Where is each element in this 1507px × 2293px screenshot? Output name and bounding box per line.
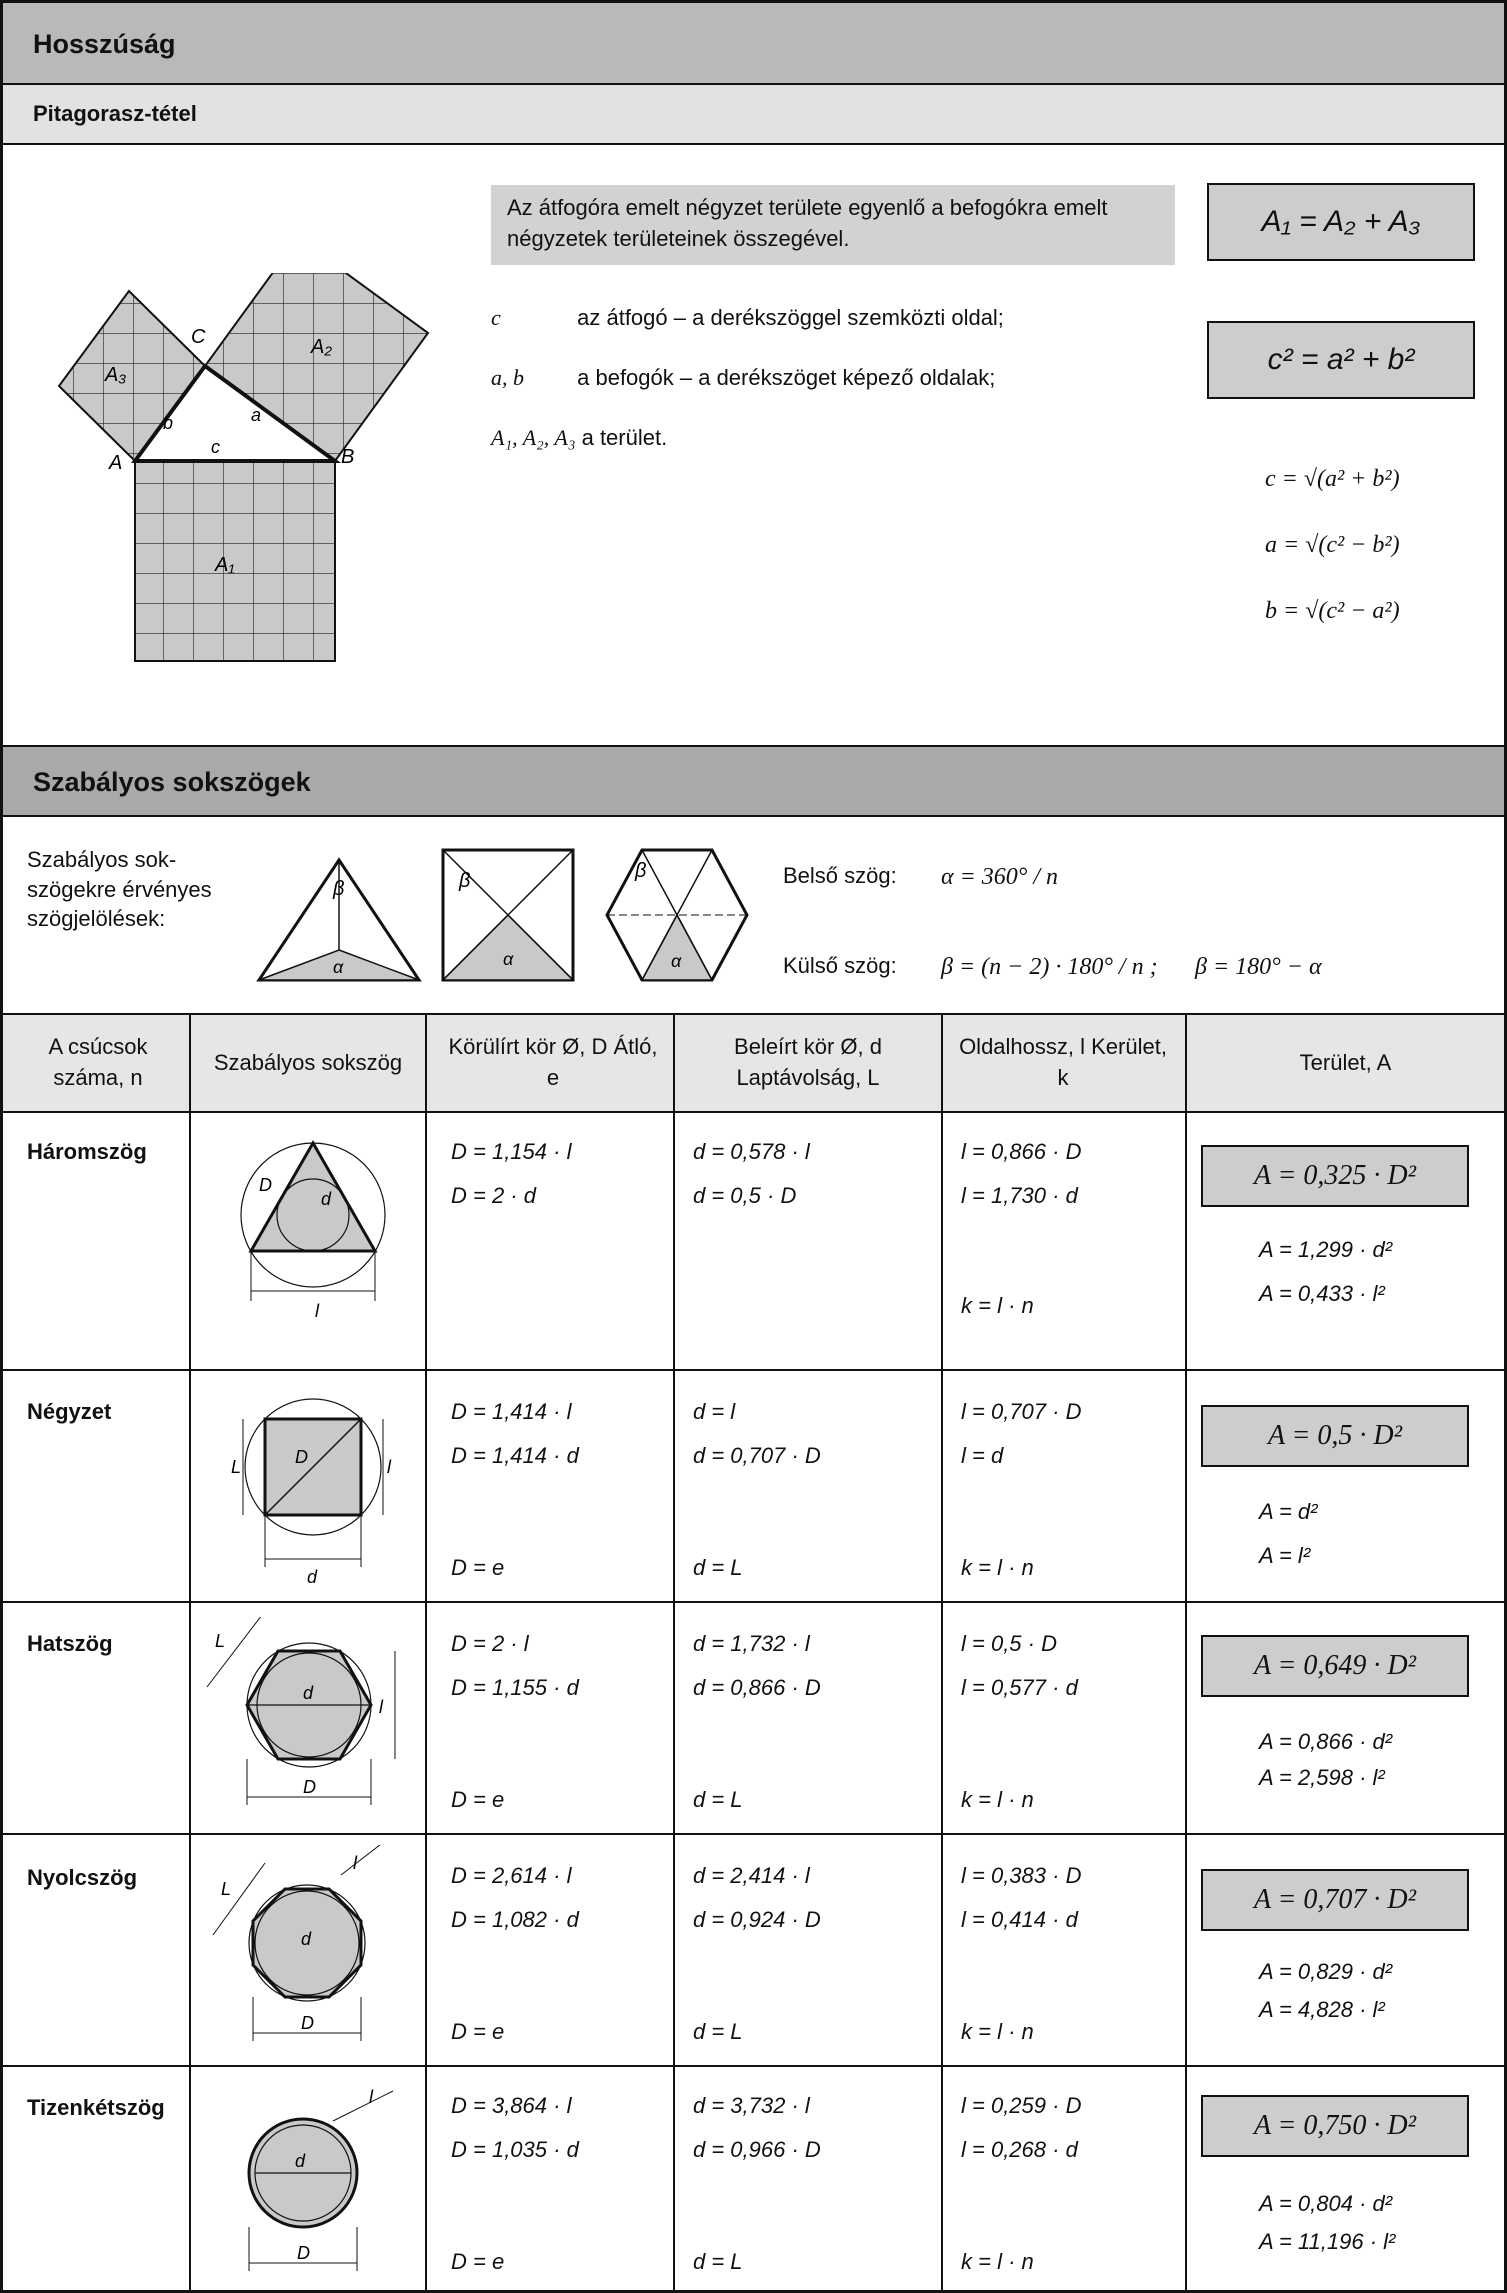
r1-area-2: A = 1,299 · d² (1259, 1237, 1393, 1262)
r5-k: k = l · n (961, 2249, 1034, 2274)
r5-D1: D = 3,864 · l (451, 2093, 572, 2118)
def-c (491, 303, 1004, 333)
hexagon-beta: β (635, 860, 647, 882)
header-inscr: Beleírt kör Ø, d Laptávolság, L (734, 1034, 882, 1090)
square-a1 (135, 461, 335, 661)
r4-D3: D = e (451, 2019, 505, 2044)
r4-area-3: A = 4,828 · l² (1259, 1997, 1385, 2022)
triangle-beta: β (333, 878, 345, 900)
r3-l1: l = 0,5 · D (961, 1631, 1057, 1656)
vertex-a-label: A (109, 452, 123, 474)
r3-D3: D = e (451, 1787, 505, 1812)
row-line-1 (3, 1369, 1504, 1371)
r3-area-main: A = 0,649 · D² (1201, 1635, 1469, 1697)
col-line-1 (189, 1013, 191, 2293)
vertex-b-label: B (341, 446, 355, 468)
area-a1-label: A₁ (215, 554, 235, 576)
octagon-figure (203, 1845, 423, 2045)
formula-pythagoras-text: c² = a² + b² (1267, 343, 1415, 376)
r2-d1: d = l (693, 1399, 736, 1424)
hexagon-fig-L: L (215, 1631, 226, 1651)
r3-D1: D = 2 · l (451, 1631, 529, 1656)
def-area-symbol: A₁, A₂, A₃ (491, 425, 576, 450)
side-a-label: a (251, 405, 262, 425)
col-line-5 (1185, 1013, 1187, 2293)
r2-area-3: A = l² (1259, 1543, 1311, 1568)
r1-d1: d = 0,578 · l (693, 1139, 810, 1164)
def-c-symbol: c (491, 305, 501, 330)
r5-d2: d = 0,966 · D (693, 2137, 821, 2162)
r5-area-2: A = 0,804 · d² (1259, 2191, 1393, 2216)
r4-D1: D = 2,614 · l (451, 1863, 572, 1888)
header-bottom-line (3, 1111, 1504, 1113)
pythagoras-figure (43, 273, 443, 673)
hexagon-fig-d: d (303, 1683, 314, 1703)
r3-k: k = l · n (961, 1787, 1034, 1812)
r5-d1: d = 3,732 · l (693, 2093, 810, 2118)
angle-intro: Szabályos sok-szögekre érvényes szögjelölések: (27, 847, 212, 932)
col-line-2 (425, 1013, 427, 2293)
r2-D3: D = e (451, 1555, 505, 1580)
r4-d2: d = 0,924 · D (693, 1907, 821, 1932)
def-area (491, 423, 667, 453)
r3-l2: l = 0,577 · d (961, 1675, 1078, 1700)
section-subtitle: Pitagorasz-tétel (33, 101, 197, 126)
dodecagon-fig-D: D (297, 2243, 310, 2263)
r2-area-main: A = 0,5 · D² (1201, 1405, 1469, 1467)
r2-l2: l = d (961, 1443, 1004, 1468)
r2-area-2: A = d² (1259, 1499, 1318, 1524)
header-side: Oldalhossz, l Kerület, k (959, 1034, 1167, 1090)
hexagon-figure (199, 1617, 419, 1817)
triangle-fig-l: l (315, 1301, 319, 1321)
r4-d1: d = 2,414 · l (693, 1863, 810, 1888)
r4-area-main: A = 0,707 · D² (1201, 1869, 1469, 1931)
formula-a: a = √(c² − b²) (1265, 532, 1400, 558)
square-fig-L: L (231, 1457, 242, 1477)
formula-c: c = √(a² + b²) (1265, 466, 1400, 492)
r2-d2: d = 0,707 · D (693, 1443, 821, 1468)
header-area: Terület, A (1299, 1049, 1392, 1075)
page-title: Hosszúság (33, 29, 176, 59)
r1-l2: l = 1,730 · d (961, 1183, 1078, 1208)
r5-d3: d = L (693, 2249, 743, 2274)
inner-angle-label: Belső szög: (783, 863, 897, 888)
triangle-figure (233, 1131, 393, 1341)
r4-k: k = l · n (961, 2019, 1034, 2044)
row-name-square: Négyzet (27, 1399, 112, 1424)
r2-D2: D = 1,414 · d (451, 1443, 579, 1468)
r5-area-main: A = 0,750 · D² (1201, 2095, 1469, 2157)
col-line-4 (941, 1013, 943, 2293)
def-ab-text: a befogók – a derékszöget képező oldalak; (577, 365, 996, 390)
r5-D2: D = 1,035 · d (451, 2137, 579, 2162)
row-line-2 (3, 1601, 1504, 1603)
angle-figures (239, 835, 769, 995)
r1-k: k = l · n (961, 1293, 1034, 1318)
pythagoras-statement: Az átfogóra emelt négyzet területe egyenlő a befogókra emelt négyzetek területeinek összegével. (491, 185, 1175, 265)
row-name-hexagon: Hatszög (27, 1631, 113, 1656)
formula-area-sum (1207, 183, 1475, 261)
triangle-alpha: α (333, 957, 344, 977)
r1-area-3: A = 0,433 · l² (1259, 1281, 1385, 1306)
r2-k: k = l · n (961, 1555, 1034, 1580)
area-a3-label: A₃ (105, 364, 127, 386)
r5-D3: D = e (451, 2249, 505, 2274)
triangle-fig-d: d (321, 1189, 332, 1209)
octagon-fig-d: d (301, 1929, 312, 1949)
row-name-dodecagon: Tizenkétszög (27, 2095, 165, 2120)
r1-d2: d = 0,5 · D (693, 1183, 797, 1208)
vertex-c-label: C (191, 326, 206, 348)
side-c-label: c (211, 437, 220, 457)
header-polygon: Szabályos sokszög (213, 1049, 403, 1075)
r3-area-3: A = 2,598 · l² (1259, 1765, 1385, 1790)
r3-area-2: A = 0,866 · d² (1259, 1729, 1393, 1754)
hexagon-alpha: α (671, 951, 682, 971)
row-line-4 (3, 2065, 1504, 2067)
r4-d3: d = L (693, 2019, 743, 2044)
section-bar (3, 745, 1504, 817)
row-line-3 (3, 1833, 1504, 1835)
r3-D2: D = 1,155 · d (451, 1675, 579, 1700)
row-name-octagon: Nyolcszög (27, 1865, 138, 1890)
r4-area-2: A = 0,829 · d² (1259, 1959, 1393, 1984)
subheader-bar (3, 85, 1504, 145)
outer-angle-formula-2: β = 180° − α (1195, 954, 1322, 980)
hexagon-fig-D: D (303, 1777, 316, 1797)
square-figure (231, 1387, 401, 1587)
r1-D2: D = 2 · d (451, 1183, 536, 1208)
r4-l1: l = 0,383 · D (961, 1863, 1082, 1888)
section-title: Szabályos sokszögek (33, 767, 311, 797)
dodecagon-figure (223, 2081, 413, 2281)
r3-d1: d = 1,732 · l (693, 1631, 810, 1656)
hexagon-fig-l: l (379, 1697, 383, 1717)
def-c-text: az átfogó – a derékszöggel szemközti oldal; (577, 305, 1004, 330)
def-ab (491, 363, 995, 393)
octagon-fig-D: D (301, 2013, 314, 2033)
triangle-fig-D: D (259, 1175, 272, 1195)
r2-d3: d = L (693, 1555, 743, 1580)
square-alpha: α (503, 949, 514, 969)
octagon-fig-l: l (353, 1853, 357, 1873)
formula-area-sum-text: A₁ = A₂ + A₃ (1261, 205, 1421, 238)
formula-b: b = √(c² − a²) (1265, 598, 1400, 624)
col-line-3 (673, 1013, 675, 2293)
square-fig-d: d (307, 1567, 318, 1587)
r2-l1: l = 0,707 · D (961, 1399, 1082, 1424)
octagon-fig-L: L (221, 1879, 232, 1899)
square-fig-l: l (387, 1457, 391, 1477)
r3-d2: d = 0,866 · D (693, 1675, 821, 1700)
square-beta: β (459, 870, 471, 892)
header-n: A csúcsok száma, n (48, 1034, 148, 1090)
square-fig-D: D (295, 1447, 308, 1467)
dodecagon-fig-d: d (295, 2151, 306, 2171)
r2-D1: D = 1,414 · l (451, 1399, 572, 1424)
inner-angle-formula: α = 360° / n (941, 864, 1059, 890)
outer-angle-formula: β = (n − 2) · 180° / n ; (941, 954, 1158, 980)
r1-D1: D = 1,154 · l (451, 1139, 572, 1164)
dodecagon-fig-l: l (369, 2087, 373, 2107)
r5-l1: l = 0,259 · D (961, 2093, 1082, 2118)
r5-area-3: A = 11,196 · l² (1259, 2229, 1396, 2254)
r3-d3: d = L (693, 1787, 743, 1812)
row-name-triangle: Háromszög (27, 1139, 147, 1164)
header-circum: Körülírt kör Ø, D Átló, e (448, 1034, 658, 1090)
header-bar (3, 3, 1504, 85)
r1-l1: l = 0,866 · D (961, 1139, 1082, 1164)
r1-area-main: A = 0,325 · D² (1201, 1145, 1469, 1207)
def-area-text: a terület. (581, 425, 668, 450)
side-b-label: b (163, 413, 174, 433)
def-ab-symbol: a, b (491, 365, 524, 390)
r5-l2: l = 0,268 · d (961, 2137, 1078, 2162)
formula-pythagoras (1207, 321, 1475, 399)
outer-angle-label: Külső szög: (783, 953, 897, 978)
area-a2-label: A₂ (311, 336, 332, 358)
r4-D2: D = 1,082 · d (451, 1907, 579, 1932)
r4-l2: l = 0,414 · d (961, 1907, 1078, 1932)
